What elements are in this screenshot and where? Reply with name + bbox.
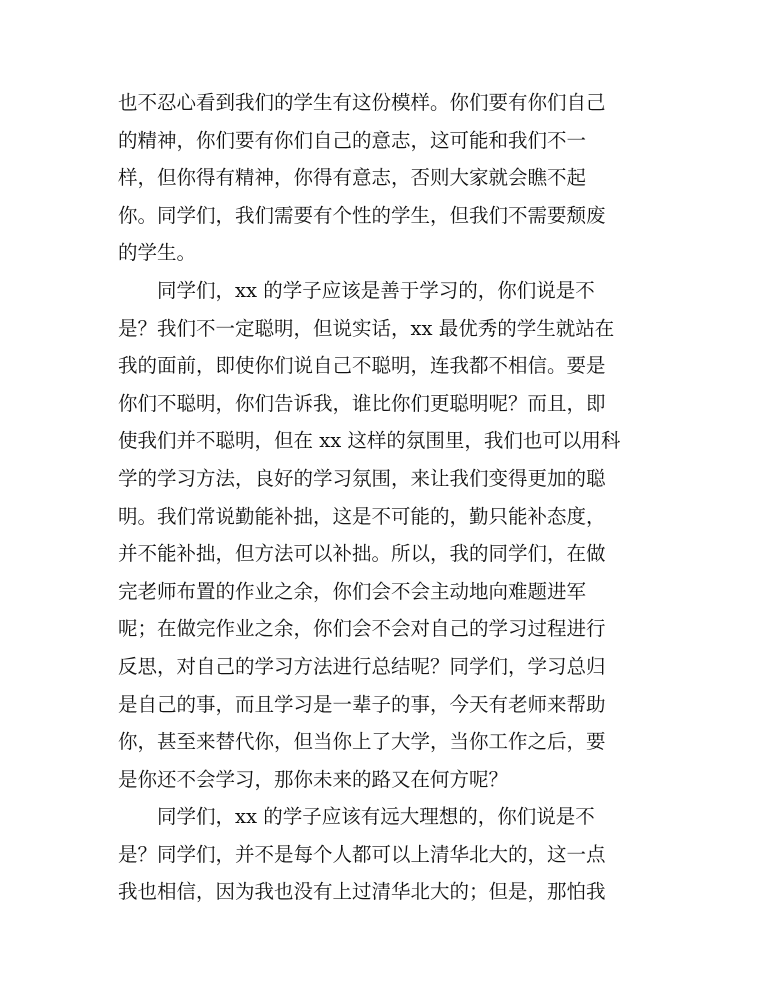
text-line: 呢；在做完作业之余，你们会不会对自己的学习过程进行 [118, 617, 606, 641]
text-line: 的精神，你们要有你们自己的意志，这可能和我们不一 [118, 128, 587, 152]
text-line: 反思，对自己的学习方法进行总结呢？同学们，学习总归 [118, 654, 606, 678]
text-line: 也不忍心看到我们的学生有这份模样。你们要有你们自己 [118, 91, 606, 114]
text-line: 明。我们常说勤能补拙，这是不可能的，勤只能补态度， [118, 504, 606, 528]
document-page [118, 84, 638, 911]
text-line: 你。同学们，我们需要有个性的学生，但我们不需要颓废 [118, 203, 606, 227]
paragraph-first-line: 同学们，xx 的学子应该是善于学习的，你们说是不 [157, 278, 595, 302]
text-line: 是自己的事，而且学习是一辈子的事，今天有老师来帮助 [118, 692, 606, 716]
text-line: 学的学习方法，良好的学习氛围，来让我们变得更加的聪 [118, 466, 606, 490]
text-line: 样，但你得有精神，你得有意志，否则大家就会瞧不起 [118, 166, 587, 190]
text-line: 的学生。 [118, 241, 197, 265]
text-line: 完老师布置的作业之余，你们会不会主动地向难题进军 [118, 579, 587, 603]
text-line: 使我们并不聪明，但在 xx 这样的氛围里，我们也可以用科 [118, 429, 621, 453]
text-line: 你，甚至来替代你，但当你上了大学，当你工作之后，要 [118, 730, 606, 754]
text-line: 是？同学们，并不是每个人都可以上清华北大的，这一点 [118, 842, 606, 866]
text-line: 我也相信，因为我也没有上过清华北大的；但是，那怕我 [118, 880, 606, 904]
text-line: 我的面前，即使你们说自己不聪明，连我都不相信。要是 [118, 354, 606, 378]
text-line: 是？我们不一定聪明，但说实话，xx 最优秀的学生就站在 [118, 316, 615, 340]
text-line: 是你还不会学习，那你未来的路又在何方呢？ [118, 767, 509, 791]
text-line: 并不能补拙，但方法可以补拙。所以，我的同学们，在做 [118, 542, 606, 566]
paragraph-first-line: 同学们，xx 的学子应该有远大理想的，你们说是不 [157, 805, 595, 829]
text-line: 你们不聪明，你们告诉我，谁比你们更聪明呢？而且，即 [118, 391, 606, 415]
